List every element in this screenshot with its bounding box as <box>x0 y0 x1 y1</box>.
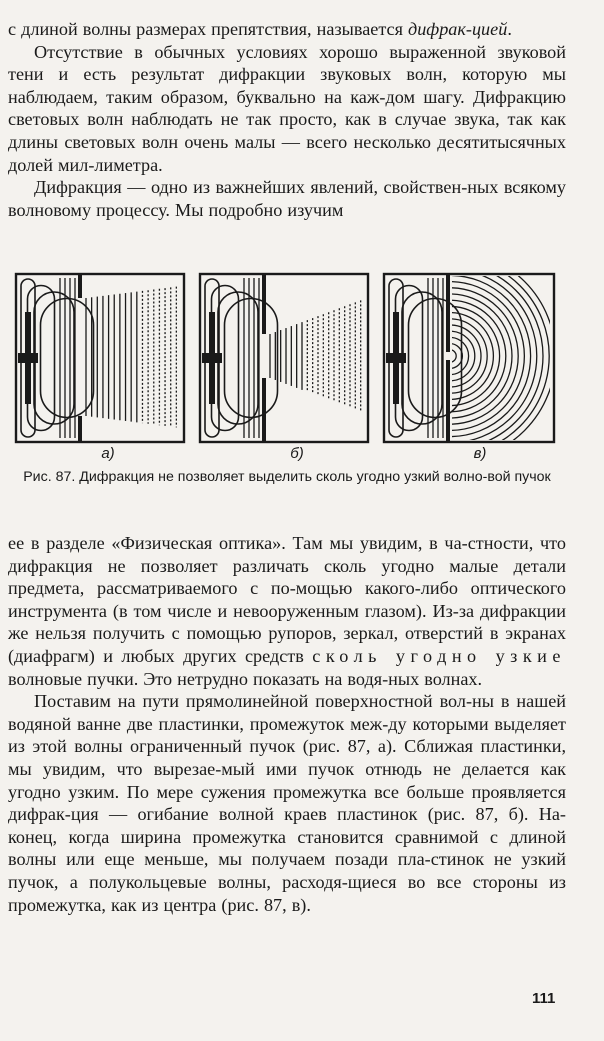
paragraph-3: Дифракция — одно из важнейших явлений, свойствен-ных всякому волновому процессу. Мы подробно изучим <box>8 177 566 220</box>
vibrator-handle-0 <box>18 353 38 363</box>
spaced-emphasis: сколь угодно узкие <box>312 645 566 666</box>
text-block-top <box>8 18 566 221</box>
barrier-plate-top-0 <box>78 274 82 298</box>
term-diffraction: дифрак-цией <box>408 19 508 39</box>
paragraph-2: Отсутствие в обычных условиях хорошо выраженной звуковой тени и есть результат дифракции звуковых волн, которую мы наблюдаем, таким образом, буквально на каж-дом шагу. Дифракцию световых волн наблюдать не так просто, как в случае звука, так как длины световых волн очень малы — всего несколько десятитысячных долей мил-лиметра. <box>8 41 566 175</box>
vibrator-handle-1 <box>202 353 222 363</box>
panel-label-a: а) <box>101 445 115 462</box>
text-block-bottom <box>8 532 566 916</box>
page-number: 111 <box>532 990 556 1007</box>
panel-label-b: б) <box>290 445 304 462</box>
vibrator-handle-2 <box>386 353 406 363</box>
paragraph-1: с длиной волны размерах препятствия, называется дифрак-цией. <box>8 19 512 39</box>
barrier-plate-top-2 <box>446 274 450 352</box>
figure-87 <box>12 270 564 460</box>
semicircular-wave-3 <box>450 337 469 374</box>
barrier-plate-bottom-2 <box>446 360 450 442</box>
panel-label-c: в) <box>473 445 487 462</box>
paragraph-4: ее в разделе «Физическая оптика». Там мы увидим, в ча-стности, что дифракция не позволяет различать сколь угодно малые детали предмета, рассматриваемого с по-мощью какого-либо оптического инструмента (в том числе и невооруженным глазом). Из-за дифракции же нельзя получить с помощью рупоров, зеркал, отверстий в экранах (диафрагм) и любых других средств сколь угодно узкие волновые пучки. Это нетрудно показать на водя-ных волнах. <box>8 533 566 689</box>
semicircular-wave-5 <box>450 325 481 387</box>
barrier-plate-bottom-1 <box>262 378 266 442</box>
paragraph-5: Поставим на пути прямолинейной поверхностной вол-ны в нашей водяной ванне две пластинки, промежуток меж-ду которыми выделяет из этой волны ограниченный пучок (рис. 87, а). Сближая пластинки, мы увидим, что вырезае-мый ими пучок отнюдь не делается как угодно узким. По мере сужения промежутка все больше проявляется дифрак-ция — огибание волной краев пластинок (рис. 87, б). На-конец, когда ширина промежутка становится сравнимой с длиной волны или еще меньше, мы получаем позади пла-стинок не узкий пучок, а полукольцевые волны, расходя-щиеся во все стороны из промежутка, как из центра (рис. 87, в). <box>8 691 566 915</box>
barrier-plate-bottom-0 <box>78 416 82 442</box>
barrier-plate-top-1 <box>262 274 266 334</box>
semicircular-wave-11 <box>450 288 518 424</box>
diffraction-diagrams <box>12 270 564 446</box>
semicircular-wave-1 <box>450 350 456 362</box>
figure-caption: Рис. 87. Дифракция не позволяет выделить сколь угодно узкий волно-вой пучок <box>23 469 551 485</box>
